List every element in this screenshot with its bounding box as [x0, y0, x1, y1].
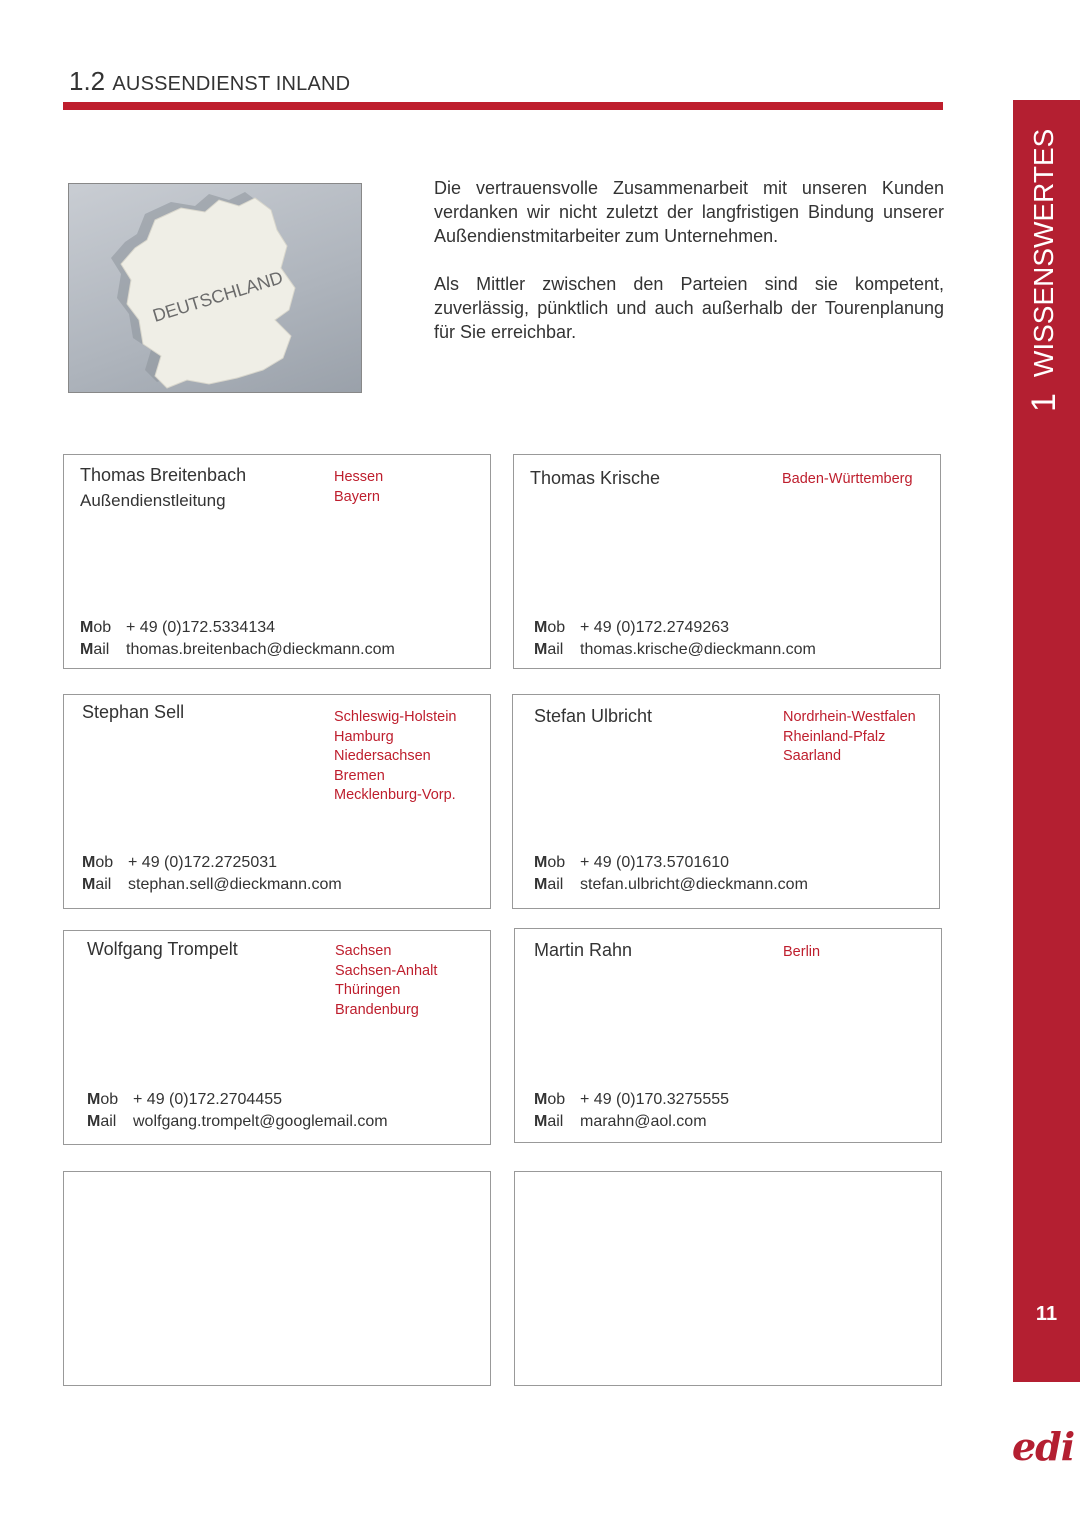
email-address[interactable]: stefan.ulbricht@dieckmann.com [580, 876, 808, 893]
section-number: 1.2 [69, 66, 106, 96]
germany-map-graphic [69, 184, 362, 393]
contact-card [63, 930, 491, 1145]
contact-name: Thomas Krische [530, 468, 661, 488]
contact-details: Mob + 49 (0)172.2704455 Mail wolfgang.trompelt@googlemail.com [87, 1091, 388, 1130]
contact-card [63, 694, 491, 909]
mobile-number: + 49 (0)172.2704455 [133, 1091, 283, 1108]
region-item: Bayern [334, 488, 380, 505]
chapter-number: 1 [1024, 393, 1063, 412]
contact-card [513, 454, 941, 669]
contact-card [514, 928, 942, 1143]
mobile-number: + 49 (0)170.3275555 [580, 1091, 730, 1108]
contact-details: Mob + 49 (0)170.3275555 Mail marahn@aol.com [534, 1091, 730, 1130]
region-item: Sachsen [335, 943, 392, 959]
header-rule [63, 102, 943, 110]
contact-regions [334, 708, 457, 806]
contact-details: Mob + 49 (0)172.2725031 Mail stephan.sell@dieckmann.com [82, 854, 342, 893]
mobile-number: + 49 (0)172.5334134 [126, 619, 276, 636]
email-address[interactable]: thomas.krische@dieckmann.com [580, 641, 816, 658]
region-item: Bremen [334, 767, 385, 784]
contact-name: Stefan Ulbricht [534, 706, 653, 726]
contact-name: Martin Rahn [534, 940, 633, 960]
contact-name: Thomas Breitenbach [80, 465, 247, 485]
contact-details: Mob + 49 (0)172.5334134 Mail thomas.breitenbach@dieckmann.com [80, 619, 395, 658]
region-item: Berlin [783, 944, 821, 960]
region-item: Baden-Württemberg [782, 471, 913, 487]
contact-regions [783, 943, 820, 963]
section-title [69, 66, 350, 97]
chapter-title: WISSENSWERTES [1028, 128, 1059, 378]
empty-contact-card [63, 1171, 491, 1386]
intro-text [434, 176, 944, 368]
email-address[interactable]: marahn@aol.com [580, 1113, 707, 1130]
contact-regions [783, 708, 916, 767]
region-item: Hamburg [334, 728, 394, 745]
brand-logo: edi [1012, 1424, 1075, 1469]
empty-contact-card [514, 1171, 942, 1386]
region-item: Brandenburg [335, 1001, 419, 1018]
contact-regions [335, 942, 437, 1020]
mobile-number: + 49 (0)173.5701610 [580, 854, 730, 871]
contact-card [63, 454, 491, 669]
contact-details: Mob + 49 (0)172.2749263 Mail thomas.krische@dieckmann.com [534, 619, 816, 658]
contact-role: Außendienstleitung [80, 491, 226, 510]
region-item: Nordrhein-Westfalen [783, 709, 916, 725]
contact-card [512, 694, 940, 909]
mobile-number: + 49 (0)172.2749263 [580, 619, 730, 636]
map-label: DEUTSCHLAND [150, 267, 286, 326]
intro-paragraph-2: Als Mittler zwischen den Parteien sind sie kompetent, zuverlässig, pünktlich und auch außerhalb der Tourenplanung für Sie erreichbar. [434, 274, 944, 342]
region-item: Mecklenburg-Vorp. [334, 787, 456, 804]
contact-details: Mob + 49 (0)173.5701610 Mail stefan.ulbricht@dieckmann.com [534, 854, 808, 893]
region-item: Saarland [783, 748, 842, 765]
region-item: Thüringen [335, 982, 401, 999]
region-item: Hessen [334, 469, 384, 485]
mobile-number: + 49 (0)172.2725031 [128, 854, 278, 871]
page-number: 11 [1035, 1303, 1058, 1325]
contact-regions [782, 470, 913, 490]
contact-regions [334, 468, 383, 507]
email-address[interactable]: wolfgang.trompelt@googlemail.com [133, 1113, 388, 1130]
region-item: Rheinland-Pfalz [783, 728, 886, 745]
contact-name: Stephan Sell [82, 702, 185, 722]
email-address[interactable]: stephan.sell@dieckmann.com [128, 876, 342, 893]
section-title-text: AUSSENDIENST INLAND [112, 73, 351, 95]
contact-name: Wolfgang Trompelt [87, 939, 238, 959]
email-address[interactable]: thomas.breitenbach@dieckmann.com [126, 641, 395, 658]
region-item: Niedersachsen [334, 748, 431, 765]
germany-map-image [68, 183, 362, 393]
chapter-label [1020, 72, 1068, 412]
region-item: Sachsen-Anhalt [335, 962, 438, 979]
region-item: Schleswig-Holstein [334, 709, 457, 725]
intro-paragraph-1: Die vertrauensvolle Zusammenarbeit mit unseren Kunden verdanken wir nicht zuletzt der langfristigen Bindung unserer Außendienstmitarbeiter zum Unternehmen. [434, 178, 944, 246]
